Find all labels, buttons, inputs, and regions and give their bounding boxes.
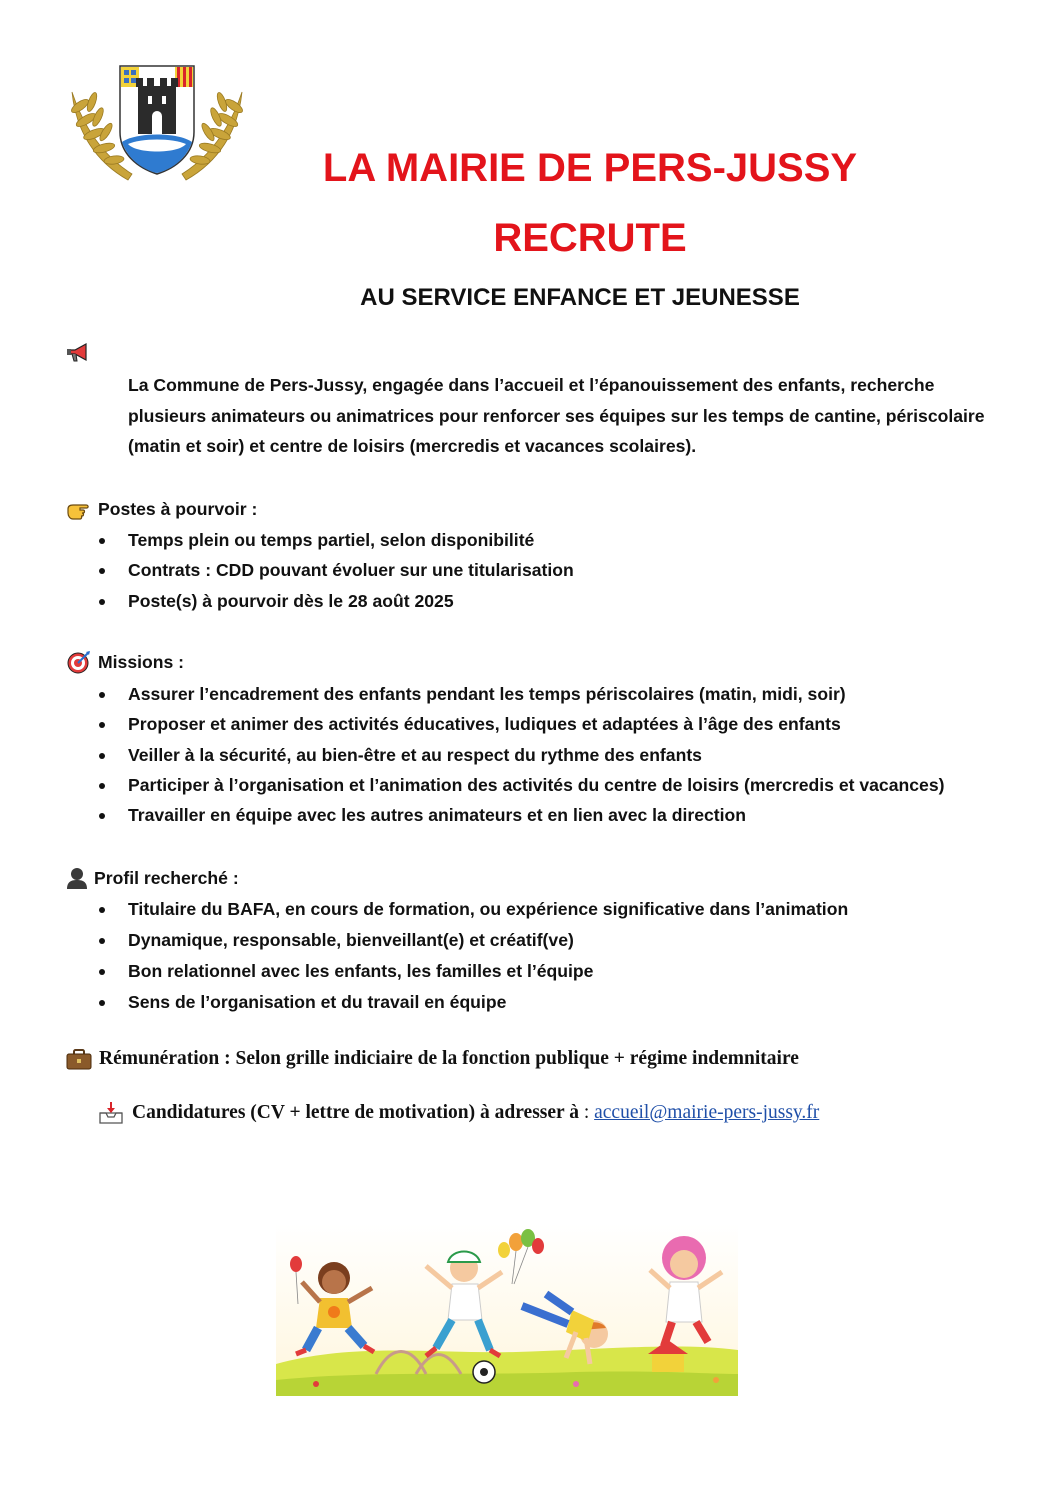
bullet-icon xyxy=(99,1000,105,1006)
list-item: Sens de l’organisation et du travail en équipe xyxy=(96,987,1016,1018)
inbox-tray-icon xyxy=(98,1101,124,1125)
list-item: Assurer l’encadrement des enfants pendant les temps périscolaires (matin, midi, soir) xyxy=(96,679,1016,709)
page-title-line1: LA MAIRIE DE PERS-JUSSY xyxy=(322,146,858,190)
bullet-icon xyxy=(99,568,105,574)
candidatures-separator: : xyxy=(578,1102,595,1123)
candidatures-line xyxy=(98,1101,819,1125)
profil-title-text: Profil recherché : xyxy=(94,867,239,888)
bullet-icon xyxy=(99,538,105,544)
list-item: Participer à l’organisation et l’animation des activités du centre de loisirs (mercredis et vacances) xyxy=(96,770,1016,800)
list-item: Temps plein ou temps partiel, selon disponibilité xyxy=(96,525,1016,555)
bullet-icon xyxy=(99,907,105,913)
missions-section-title xyxy=(66,650,184,674)
briefcase-icon xyxy=(66,1048,92,1070)
bullet-icon xyxy=(99,722,105,728)
page-title-line2: RECRUTE xyxy=(493,216,687,260)
profil-section-title xyxy=(66,866,239,890)
target-icon xyxy=(66,650,92,674)
candidatures-text: Candidatures (CV + lettre de motivation) à adresser à xyxy=(132,1102,579,1123)
person-silhouette-icon xyxy=(66,866,88,890)
bullet-icon xyxy=(99,969,105,975)
bullet-icon xyxy=(99,783,105,789)
list-item: Dynamique, responsable, bienveillant(e) et créatif(ve) xyxy=(96,925,1016,956)
profil-list xyxy=(96,894,1016,1018)
children-playing-illustration xyxy=(276,1224,738,1396)
missions-list xyxy=(96,679,1016,830)
bullet-icon xyxy=(99,692,105,698)
postes-list xyxy=(96,525,1016,616)
bullet-icon xyxy=(99,753,105,759)
email-link[interactable]: accueil@mairie-pers-jussy.fr xyxy=(594,1102,820,1123)
bullet-icon xyxy=(99,813,105,819)
list-item: Proposer et animer des activités éducatives, ludiques et adaptées à l’âge des enfants xyxy=(96,709,1016,739)
list-item: Poste(s) à pourvoir dès le 28 août 2025 xyxy=(96,586,1016,616)
megaphone-icon xyxy=(66,342,92,364)
municipal-crest-logo xyxy=(66,62,248,186)
list-item: Titulaire du BAFA, en cours de formation, ou expérience significative dans l’animation xyxy=(96,894,1016,925)
bullet-icon xyxy=(99,599,105,605)
list-item: Bon relationnel avec les enfants, les familles et l’équipe xyxy=(96,956,1016,987)
intro-paragraph: La Commune de Pers-Jussy, engagée dans l’accueil et l’épanouissement des enfants, recherche plusieurs animateurs ou animatrices pour renforcer ses équipes sur les temps de cantine, périscolaire (matin et soir) et centre de loisirs (mercredis et vacances scolaires). xyxy=(128,375,985,456)
list-item: Veiller à la sécurité, au bien-être et au respect du rythme des enfants xyxy=(96,740,1016,770)
postes-section-title xyxy=(66,497,257,521)
page-subtitle: AU SERVICE ENFANCE ET JEUNESSE xyxy=(360,284,800,311)
list-item: Travailler en équipe avec les autres animateurs et en lien avec la direction xyxy=(96,800,1016,830)
pointing-hand-icon xyxy=(66,497,92,521)
remuneration-line xyxy=(66,1048,799,1070)
missions-title-text: Missions : xyxy=(98,651,185,672)
remuneration-text: Rémunération : Selon grille indiciaire de la fonction publique + régime indemnitaire xyxy=(99,1048,799,1069)
list-item: Contrats : CDD pouvant évoluer sur une titularisation xyxy=(96,555,1016,585)
postes-title-text: Postes à pourvoir : xyxy=(98,498,258,519)
bullet-icon xyxy=(99,938,105,944)
